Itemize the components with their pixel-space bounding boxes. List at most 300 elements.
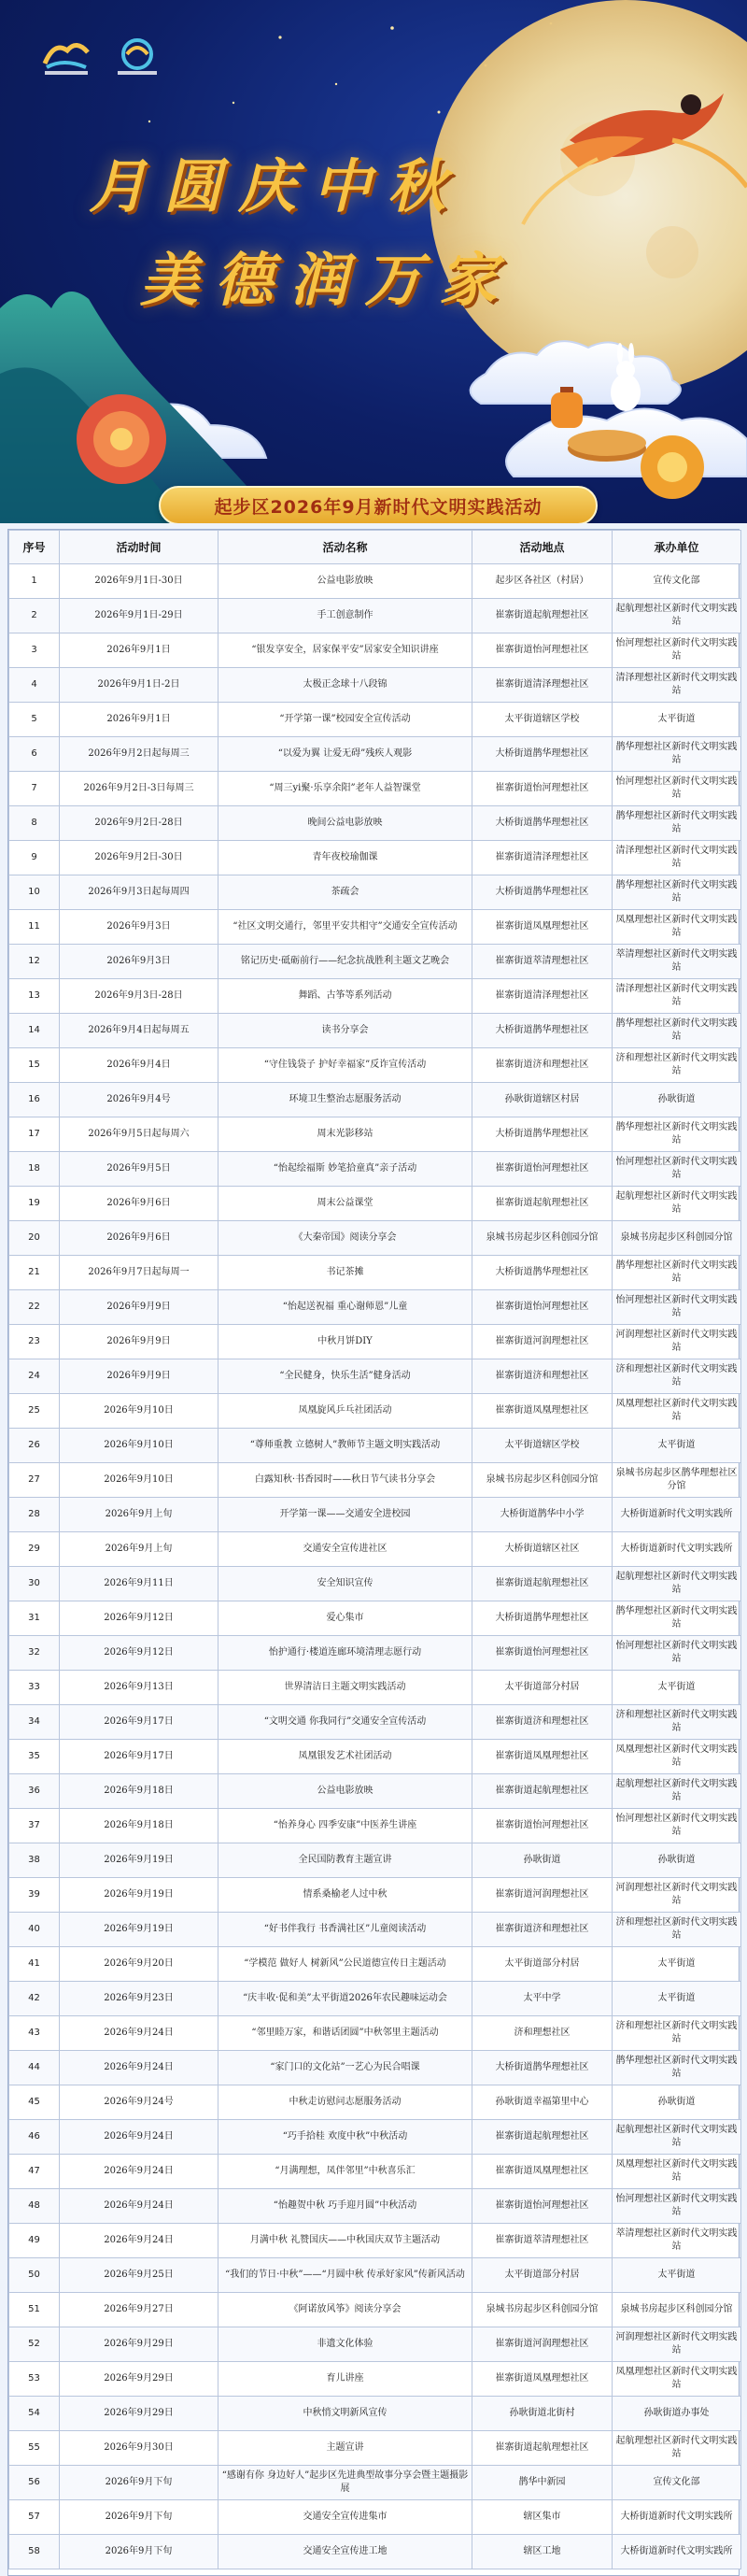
cell-location: 崔寨街道怡河理想社区 — [472, 633, 613, 668]
cell-time: 2026年9月23日 — [60, 1982, 218, 2016]
table-row — [9, 2535, 741, 2569]
cell-time: 2026年9月13日 — [60, 1671, 218, 1705]
cell-location: 太平街道部分村居 — [472, 2258, 613, 2293]
cell-organizer: 凤凰理想社区新时代文明实践站 — [613, 2362, 741, 2397]
cell-organizer: 济和理想社区新时代文明实践站 — [613, 1705, 741, 1740]
table-row — [9, 1636, 741, 1671]
cell-activity-name: 非遗文化体验 — [218, 2327, 472, 2362]
cell-organizer: 泉城书房起步区鹊华理想社区分馆 — [613, 1463, 741, 1498]
cell-organizer: 太平街道 — [613, 1671, 741, 1705]
cell-location: 崔寨街道怡河理想社区 — [472, 1636, 613, 1671]
table-row — [9, 2016, 741, 2051]
cell-location: 辖区集市 — [472, 2500, 613, 2535]
cell-organizer: 济和理想社区新时代文明实践站 — [613, 1359, 741, 1394]
cell-activity-name: 手工创意制作 — [218, 599, 472, 633]
cell-time: 2026年9月29日 — [60, 2327, 218, 2362]
cell-location: 大桥街道鹊华理想社区 — [472, 1014, 613, 1048]
cell-activity-name: 安全知识宣传 — [218, 1567, 472, 1601]
cell-time: 2026年9月24日 — [60, 2155, 218, 2189]
cell-activity-name: 育儿讲座 — [218, 2362, 472, 2397]
cell-index: 34 — [9, 1705, 60, 1740]
table-row — [9, 2155, 741, 2189]
cell-time: 2026年9月1日-29日 — [60, 599, 218, 633]
cell-time: 2026年9月24日 — [60, 2189, 218, 2224]
cell-activity-name: 交通安全宣传进集市 — [218, 2500, 472, 2535]
cell-index: 15 — [9, 1048, 60, 1083]
cell-time: 2026年9月5日起每周六 — [60, 1117, 218, 1152]
cell-time: 2026年9月24日 — [60, 2051, 218, 2085]
cell-location: 崔寨街道济和理想社区 — [472, 1048, 613, 1083]
cell-index: 51 — [9, 2293, 60, 2327]
cell-time: 2026年9月2日-3日每周三 — [60, 772, 218, 806]
cell-time: 2026年9月18日 — [60, 1809, 218, 1843]
cell-time: 2026年9月29日 — [60, 2397, 218, 2431]
cell-organizer: 孙耿街道办事处 — [613, 2397, 741, 2431]
table-row — [9, 2397, 741, 2431]
cell-activity-name: “巧手拾桂 欢度中秋”中秋活动 — [218, 2120, 472, 2155]
cell-location: 崔寨街道起航理想社区 — [472, 1187, 613, 1221]
table-row — [9, 2051, 741, 2085]
cell-organizer: 泉城书房起步区科创园分馆 — [613, 2293, 741, 2327]
cell-index: 11 — [9, 910, 60, 945]
cell-organizer: 怡河理想社区新时代文明实践站 — [613, 772, 741, 806]
cell-index: 31 — [9, 1601, 60, 1636]
table-row — [9, 1014, 741, 1048]
table-row — [9, 703, 741, 737]
cell-activity-name: 周末公益课堂 — [218, 1187, 472, 1221]
logo-icon — [39, 36, 93, 78]
cell-location: 崔寨街道凤凰理想社区 — [472, 2362, 613, 2397]
table-row — [9, 1325, 741, 1359]
cell-location: 崔寨街道凤凰理想社区 — [472, 2155, 613, 2189]
cell-location: 崔寨街道凤凰理想社区 — [472, 1394, 613, 1429]
cell-location: 济和理想社区 — [472, 2016, 613, 2051]
cell-activity-name: 舞蹈、古筝等系列活动 — [218, 979, 472, 1014]
cell-organizer: 孙耿街道 — [613, 1083, 741, 1117]
cell-organizer: 济和理想社区新时代文明实践站 — [613, 1913, 741, 1947]
table-row — [9, 910, 741, 945]
cell-organizer: 萃清理想社区新时代文明实践站 — [613, 945, 741, 979]
table-row — [9, 1705, 741, 1740]
cell-activity-name: 世界清洁日主题文明实践活动 — [218, 1671, 472, 1705]
cell-organizer: 鹊华理想社区新时代文明实践站 — [613, 1601, 741, 1636]
cell-activity-name: 读书分享会 — [218, 1014, 472, 1048]
header-index: 序号 — [9, 531, 60, 564]
cell-location: 崔寨街道济和理想社区 — [472, 1705, 613, 1740]
cell-index: 9 — [9, 841, 60, 875]
cell-time: 2026年9月9日 — [60, 1290, 218, 1325]
cell-activity-name: “月满理想，凤伴邻里”中秋喜乐汇 — [218, 2155, 472, 2189]
cell-organizer: 太平街道 — [613, 703, 741, 737]
cell-location: 崔寨街道河润理想社区 — [472, 1878, 613, 1913]
cell-location: 崔寨街道怡河理想社区 — [472, 1290, 613, 1325]
cell-time: 2026年9月29日 — [60, 2362, 218, 2397]
cell-index: 32 — [9, 1636, 60, 1671]
cell-index: 8 — [9, 806, 60, 841]
cell-activity-name: “我们的节日·中秋”——“月圆中秋 传承好家风”传新风活动 — [218, 2258, 472, 2293]
cell-location: 泉城书房起步区科创园分馆 — [472, 2293, 613, 2327]
cell-index: 29 — [9, 1532, 60, 1567]
cell-organizer: 孙耿街道 — [613, 2085, 741, 2120]
cell-organizer: 鹊华理想社区新时代文明实践站 — [613, 737, 741, 772]
cell-activity-name: “社区文明交通行，邻里平安共相守”交通安全宣传活动 — [218, 910, 472, 945]
table-row — [9, 1290, 741, 1325]
cell-index: 44 — [9, 2051, 60, 2085]
cell-index: 52 — [9, 2327, 60, 2362]
cell-time: 2026年9月3日 — [60, 945, 218, 979]
cell-location: 崔寨街道起航理想社区 — [472, 2431, 613, 2466]
cell-index: 5 — [9, 703, 60, 737]
cell-activity-name: 白露知秋·书香园时——秋日节气读书分享会 — [218, 1463, 472, 1498]
cell-organizer: 起航理想社区新时代文明实践站 — [613, 2120, 741, 2155]
cell-organizer: 起航理想社区新时代文明实践站 — [613, 1774, 741, 1809]
cell-activity-name: “怡养身心 四季安康”中医养生讲座 — [218, 1809, 472, 1843]
table-header-row — [9, 531, 741, 564]
cell-time: 2026年9月9日 — [60, 1325, 218, 1359]
cell-index: 26 — [9, 1429, 60, 1463]
cell-organizer: 大桥街道新时代文明实践所 — [613, 2500, 741, 2535]
cell-location: 孙耿街道 — [472, 1843, 613, 1878]
cell-location: 崔寨街道凤凰理想社区 — [472, 1740, 613, 1774]
table-row — [9, 1947, 741, 1982]
table-row — [9, 564, 741, 599]
cell-organizer: 凤凰理想社区新时代文明实践站 — [613, 2155, 741, 2189]
cell-time: 2026年9月12日 — [60, 1636, 218, 1671]
table-row — [9, 1256, 741, 1290]
cell-index: 41 — [9, 1947, 60, 1982]
cell-index: 10 — [9, 875, 60, 910]
cell-activity-name: 《阿诺放风筝》阅读分享会 — [218, 2293, 472, 2327]
cell-time: 2026年9月5日 — [60, 1152, 218, 1187]
cell-time: 2026年9月10日 — [60, 1463, 218, 1498]
activity-table — [8, 530, 741, 2569]
cell-time: 2026年9月4号 — [60, 1083, 218, 1117]
table-row — [9, 2224, 741, 2258]
table-row — [9, 2189, 741, 2224]
cell-index: 17 — [9, 1117, 60, 1152]
cell-location: 崔寨街道河润理想社区 — [472, 2327, 613, 2362]
table-row — [9, 1774, 741, 1809]
cell-index: 18 — [9, 1152, 60, 1187]
cell-activity-name: 全民国防教育主题宣讲 — [218, 1843, 472, 1878]
cell-activity-name: “庆丰收·促和美”太平街道2026年农民趣味运动会 — [218, 1982, 472, 2016]
cell-activity-name: “邻里睦万家，和谐话团圆”中秋邻里主题活动 — [218, 2016, 472, 2051]
cell-location: 大桥街道鹊华理想社区 — [472, 806, 613, 841]
cell-activity-name: “家门口的文化站”一艺心为民合唱课 — [218, 2051, 472, 2085]
cell-activity-name: 《大秦帝国》阅读分享会 — [218, 1221, 472, 1256]
table-row — [9, 1152, 741, 1187]
table-row — [9, 1740, 741, 1774]
cell-activity-name: 中秋悄文明新风宣传 — [218, 2397, 472, 2431]
cell-index: 36 — [9, 1774, 60, 1809]
cell-organizer: 凤凰理想社区新时代文明实践站 — [613, 1394, 741, 1429]
hero-title-line-2: 美德润万家 — [140, 246, 514, 314]
table-row — [9, 1394, 741, 1429]
cell-location: 崔寨街道济和理想社区 — [472, 1359, 613, 1394]
cell-index: 7 — [9, 772, 60, 806]
cell-index: 27 — [9, 1463, 60, 1498]
cell-index: 3 — [9, 633, 60, 668]
cell-activity-name: 中秋月饼DIY — [218, 1325, 472, 1359]
cell-time: 2026年9月2日-30日 — [60, 841, 218, 875]
cell-location: 崔寨街道起航理想社区 — [472, 1774, 613, 1809]
cell-location: 大桥街道辖区社区 — [472, 1532, 613, 1567]
cell-time: 2026年9月10日 — [60, 1429, 218, 1463]
cell-activity-name: 开学第一课——交通安全进校园 — [218, 1498, 472, 1532]
cell-time: 2026年9月上旬 — [60, 1498, 218, 1532]
table-row — [9, 1601, 741, 1636]
cell-activity-name: “守住钱袋子 护好幸福家”反诈宣传活动 — [218, 1048, 472, 1083]
cell-activity-name: 中秋走访慰问志愿服务活动 — [218, 2085, 472, 2120]
cell-organizer: 济和理想社区新时代文明实践站 — [613, 1048, 741, 1083]
cell-organizer: 起航理想社区新时代文明实践站 — [613, 599, 741, 633]
cell-organizer: 鹊华理想社区新时代文明实践站 — [613, 1117, 741, 1152]
cell-activity-name: 主题宣讲 — [218, 2431, 472, 2466]
cell-activity-name: 凤凰旋风乒乓社团活动 — [218, 1394, 472, 1429]
cell-organizer: 河润理想社区新时代文明实践站 — [613, 1878, 741, 1913]
cell-index: 56 — [9, 2466, 60, 2500]
cell-location: 太平街道辖区学校 — [472, 703, 613, 737]
cell-time: 2026年9月1日 — [60, 633, 218, 668]
cell-index: 55 — [9, 2431, 60, 2466]
table-row — [9, 2258, 741, 2293]
cell-index: 43 — [9, 2016, 60, 2051]
cell-organizer: 怡河理想社区新时代文明实践站 — [613, 1152, 741, 1187]
cell-location: 崔寨街道怡河理想社区 — [472, 1809, 613, 1843]
cell-index: 57 — [9, 2500, 60, 2535]
cell-time: 2026年9月12日 — [60, 1601, 218, 1636]
table-row — [9, 737, 741, 772]
cell-time: 2026年9月1日-30日 — [60, 564, 218, 599]
cell-time: 2026年9月2日-28日 — [60, 806, 218, 841]
cell-index: 12 — [9, 945, 60, 979]
cell-organizer: 鹊华理想社区新时代文明实践站 — [613, 1256, 741, 1290]
cell-activity-name: “好书伴我行 书香满社区”儿童阅读活动 — [218, 1913, 472, 1947]
cell-index: 25 — [9, 1394, 60, 1429]
cell-location: 大桥街道鹊华理想社区 — [472, 1256, 613, 1290]
cell-index: 4 — [9, 668, 60, 703]
cell-time: 2026年9月10日 — [60, 1394, 218, 1429]
hero-title-line-1: 月圆庆中秋 — [89, 152, 463, 221]
table-row — [9, 1913, 741, 1947]
cell-time: 2026年9月24号 — [60, 2085, 218, 2120]
cell-activity-name: 铭记历史·砥砺前行——纪念抗战胜利主题文艺晚会 — [218, 945, 472, 979]
cell-activity-name: “怡起送祝福 重心谢师恩”儿童 — [218, 1290, 472, 1325]
cell-organizer: 济和理想社区新时代文明实践站 — [613, 2016, 741, 2051]
cell-time: 2026年9月上旬 — [60, 1532, 218, 1567]
cell-activity-name: “文明交通 你我同行”交通安全宣传活动 — [218, 1705, 472, 1740]
cell-index: 49 — [9, 2224, 60, 2258]
table-body — [9, 564, 741, 2569]
cell-location: 崔寨街道清泽理想社区 — [472, 979, 613, 1014]
cell-organizer: 清泽理想社区新时代文明实践站 — [613, 668, 741, 703]
cell-organizer: 宣传文化部 — [613, 564, 741, 599]
table-row — [9, 599, 741, 633]
cell-location: 崔寨街道怡河理想社区 — [472, 772, 613, 806]
cell-index: 46 — [9, 2120, 60, 2155]
cell-time: 2026年9月2日起每周三 — [60, 737, 218, 772]
cell-index: 37 — [9, 1809, 60, 1843]
cell-location: 起步区各社区（村居） — [472, 564, 613, 599]
cell-index: 39 — [9, 1878, 60, 1913]
cell-index: 42 — [9, 1982, 60, 2016]
section-banner — [159, 486, 598, 523]
cell-activity-name: 凤凰银发艺术社团活动 — [218, 1740, 472, 1774]
cell-location: 崔寨街道怡河理想社区 — [472, 1152, 613, 1187]
cell-organizer: 大桥街道新时代文明实践所 — [613, 1532, 741, 1567]
cell-organizer: 河润理想社区新时代文明实践站 — [613, 2327, 741, 2362]
cell-activity-name: 爱心集市 — [218, 1601, 472, 1636]
cell-index: 45 — [9, 2085, 60, 2120]
cell-location: 泉城书房起步区科创园分馆 — [472, 1221, 613, 1256]
cell-organizer: 大桥街道新时代文明实践所 — [613, 2535, 741, 2569]
table-row — [9, 1843, 741, 1878]
table-row — [9, 1498, 741, 1532]
table-row — [9, 1463, 741, 1498]
cell-activity-name: “学模范 做好人 树新风”公民道德宣传日主题活动 — [218, 1947, 472, 1982]
cell-index: 48 — [9, 2189, 60, 2224]
cell-index: 53 — [9, 2362, 60, 2397]
table-row — [9, 2327, 741, 2362]
cell-activity-name: “怡趣贺中秋 巧手迎月圆”中秋活动 — [218, 2189, 472, 2224]
cell-activity-name: 环境卫生整治志愿服务活动 — [218, 1083, 472, 1117]
cell-index: 54 — [9, 2397, 60, 2431]
cell-activity-name: 怡护通行·楼道连廊环境清理志愿行动 — [218, 1636, 472, 1671]
table-row — [9, 1429, 741, 1463]
table-row — [9, 1982, 741, 2016]
cell-index: 28 — [9, 1498, 60, 1532]
cell-time: 2026年9月24日 — [60, 2120, 218, 2155]
table-row — [9, 841, 741, 875]
cell-location: 太平街道部分村居 — [472, 1671, 613, 1705]
cell-organizer: 凤凰理想社区新时代文明实践站 — [613, 910, 741, 945]
cell-time: 2026年9月30日 — [60, 2431, 218, 2466]
cell-location: 大桥街道鹊华中小学 — [472, 1498, 613, 1532]
cell-time: 2026年9月24日 — [60, 2224, 218, 2258]
cell-location: 崔寨街道萃清理想社区 — [472, 2224, 613, 2258]
cell-activity-name: “以爱为翼 让爱无碍”残疾人观影 — [218, 737, 472, 772]
cell-time: 2026年9月下旬 — [60, 2535, 218, 2569]
cell-index: 21 — [9, 1256, 60, 1290]
cell-organizer: 鹊华理想社区新时代文明实践站 — [613, 1014, 741, 1048]
cell-time: 2026年9月20日 — [60, 1947, 218, 1982]
cell-location: 崔寨街道凤凰理想社区 — [472, 910, 613, 945]
cell-organizer: 大桥街道新时代文明实践所 — [613, 1498, 741, 1532]
cell-activity-name: “开学第一课”校园安全宣传活动 — [218, 703, 472, 737]
table-row — [9, 1567, 741, 1601]
cell-activity-name: 青年夜校瑜伽课 — [218, 841, 472, 875]
table-row — [9, 1048, 741, 1083]
cell-index: 20 — [9, 1221, 60, 1256]
cell-activity-name: 公益电影放映 — [218, 564, 472, 599]
table-row — [9, 1532, 741, 1567]
cell-activity-name: “全民健身，快乐生活”健身活动 — [218, 1359, 472, 1394]
cell-location: 崔寨街道起航理想社区 — [472, 1567, 613, 1601]
cell-location: 崔寨街道起航理想社区 — [472, 2120, 613, 2155]
cell-activity-name: 情系桑榆老人过中秋 — [218, 1878, 472, 1913]
cell-organizer: 宣传文化部 — [613, 2466, 741, 2500]
header-time: 活动时间 — [60, 531, 218, 564]
cell-location: 太平街道辖区学校 — [472, 1429, 613, 1463]
cell-time: 2026年9月下旬 — [60, 2500, 218, 2535]
cell-time: 2026年9月4日 — [60, 1048, 218, 1083]
cell-index: 40 — [9, 1913, 60, 1947]
cell-location: 崔寨街道清泽理想社区 — [472, 668, 613, 703]
cell-time: 2026年9月7日起每周一 — [60, 1256, 218, 1290]
cell-activity-name: 交通安全宣传进工地 — [218, 2535, 472, 2569]
cell-organizer: 怡河理想社区新时代文明实践站 — [613, 633, 741, 668]
banner-title: 起步区2026年9月新时代文明实践活动 — [214, 496, 543, 518]
cell-time: 2026年9月6日 — [60, 1187, 218, 1221]
cell-index: 22 — [9, 1290, 60, 1325]
cell-activity-name: 公益电影放映 — [218, 1774, 472, 1809]
table-row — [9, 2431, 741, 2466]
cell-organizer: 怡河理想社区新时代文明实践站 — [613, 2189, 741, 2224]
cell-index: 30 — [9, 1567, 60, 1601]
table-row — [9, 633, 741, 668]
cell-location: 孙耿街道北街村 — [472, 2397, 613, 2431]
table-row — [9, 2362, 741, 2397]
cell-time: 2026年9月3日起每周四 — [60, 875, 218, 910]
cell-location: 大桥街道鹊华理想社区 — [472, 1117, 613, 1152]
cell-organizer: 起航理想社区新时代文明实践站 — [613, 2431, 741, 2466]
cell-activity-name: 太极正念球十八段锦 — [218, 668, 472, 703]
cell-activity-name: “感谢有你 身边好人”起步区先进典型故事分享会暨主题摄影展 — [218, 2466, 472, 2500]
table-row — [9, 2293, 741, 2327]
cell-organizer: 鹊华理想社区新时代文明实践站 — [613, 806, 741, 841]
header-location: 活动地点 — [472, 531, 613, 564]
cell-organizer: 鹊华理想社区新时代文明实践站 — [613, 875, 741, 910]
cell-time: 2026年9月1日 — [60, 703, 218, 737]
cell-index: 14 — [9, 1014, 60, 1048]
cell-index: 13 — [9, 979, 60, 1014]
logo-group — [39, 36, 164, 78]
table-row — [9, 945, 741, 979]
cell-organizer: 萃清理想社区新时代文明实践站 — [613, 2224, 741, 2258]
cell-index: 6 — [9, 737, 60, 772]
cell-time: 2026年9月27日 — [60, 2293, 218, 2327]
header-organizer: 承办单位 — [613, 531, 741, 564]
cell-time: 2026年9月11日 — [60, 1567, 218, 1601]
cell-location: 崔寨街道萃清理想社区 — [472, 945, 613, 979]
cell-location: 大桥街道鹊华理想社区 — [472, 737, 613, 772]
cell-index: 16 — [9, 1083, 60, 1117]
table-row — [9, 2500, 741, 2535]
cell-activity-name: 交通安全宣传进社区 — [218, 1532, 472, 1567]
cell-time: 2026年9月19日 — [60, 1878, 218, 1913]
cell-organizer: 鹊华理想社区新时代文明实践站 — [613, 2051, 741, 2085]
table-row — [9, 1187, 741, 1221]
table-row — [9, 2120, 741, 2155]
moon — [430, 0, 747, 392]
cell-index: 23 — [9, 1325, 60, 1359]
cell-activity-name: 书记茶摊 — [218, 1256, 472, 1290]
cell-organizer: 泉城书房起步区科创园分馆 — [613, 1221, 741, 1256]
cell-time: 2026年9月6日 — [60, 1221, 218, 1256]
cell-activity-name: “周三yi聚·乐享余阳”老年人益智课堂 — [218, 772, 472, 806]
table-row — [9, 2085, 741, 2120]
cell-time: 2026年9月4日起每周五 — [60, 1014, 218, 1048]
cell-location: 太平中学 — [472, 1982, 613, 2016]
table-row — [9, 1083, 741, 1117]
cell-time: 2026年9月17日 — [60, 1705, 218, 1740]
mooncake — [568, 430, 646, 462]
cell-index: 24 — [9, 1359, 60, 1394]
cell-activity-name: 周末光影移站 — [218, 1117, 472, 1152]
cell-time: 2026年9月17日 — [60, 1740, 218, 1774]
cell-organizer: 太平街道 — [613, 2258, 741, 2293]
cell-location: 崔寨街道起航理想社区 — [472, 599, 613, 633]
